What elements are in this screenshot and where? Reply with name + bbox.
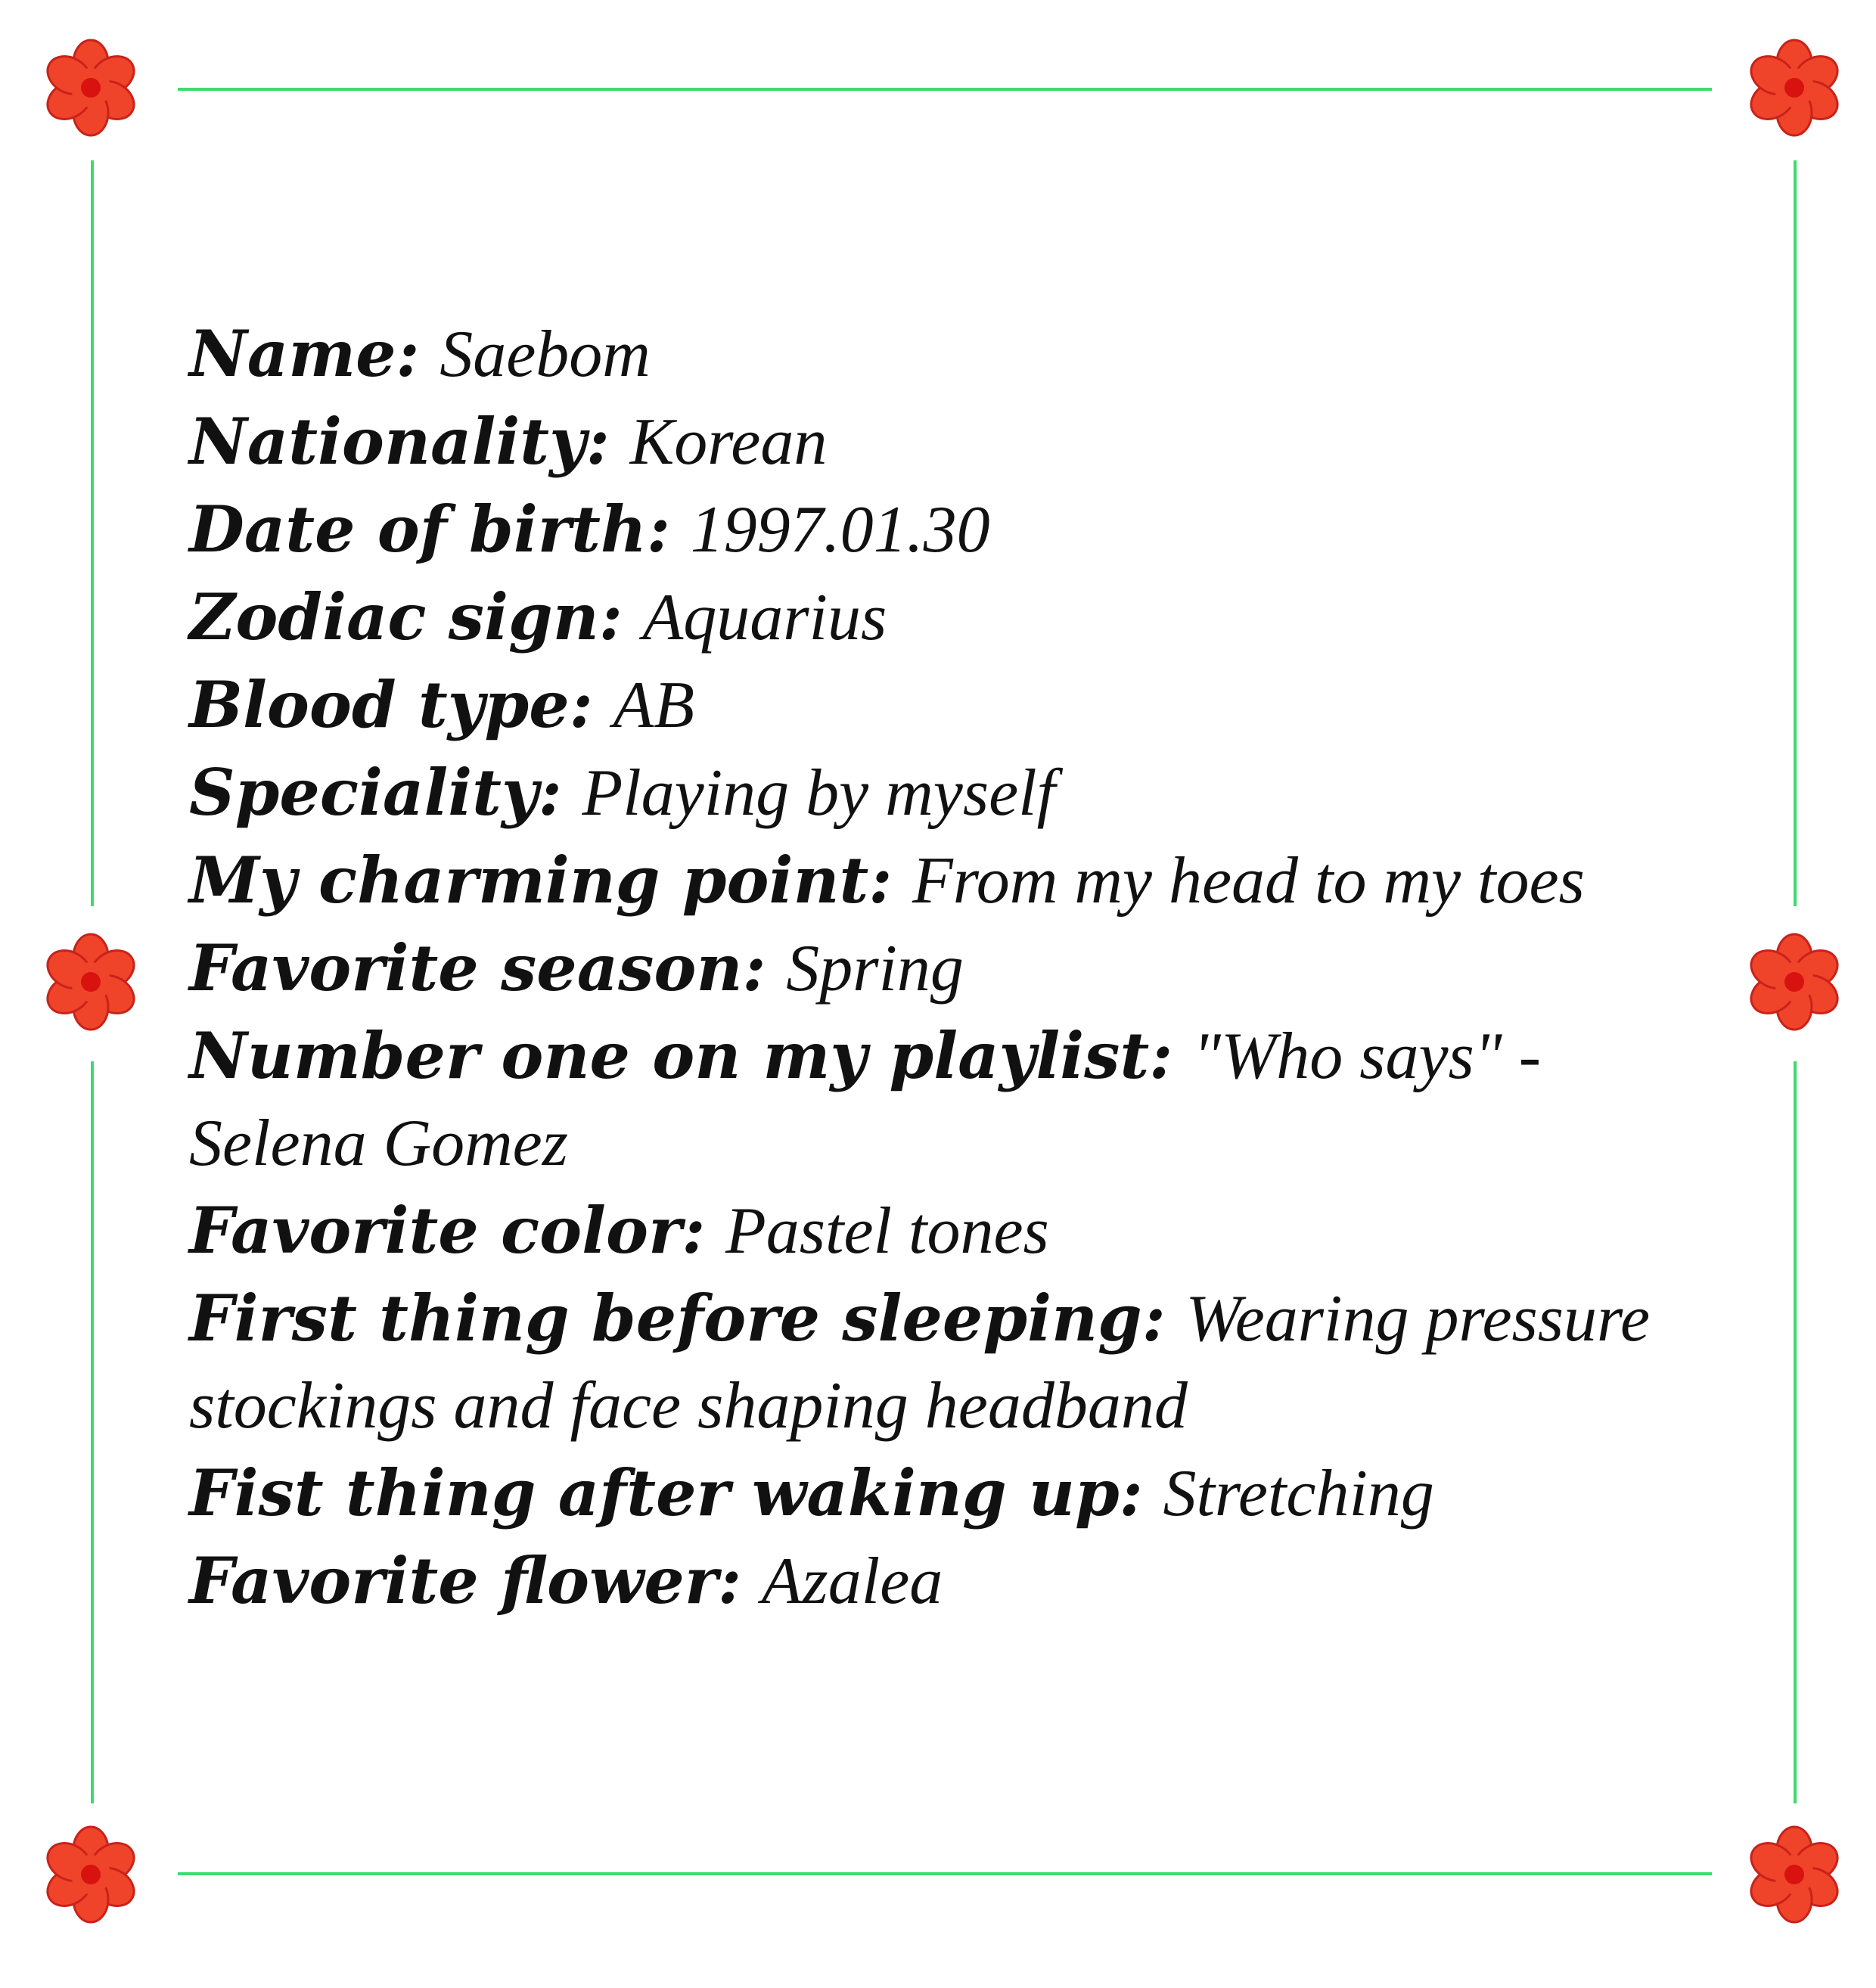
row-label: First thing before sleeping: (189, 1281, 1166, 1356)
profile-row-favorite-color (189, 1187, 1672, 1275)
profile-list (189, 310, 1672, 1625)
row-value: Korean (629, 405, 828, 479)
row-label: Fist thing after waking up: (189, 1455, 1143, 1530)
row-value: AB (613, 669, 694, 742)
row-value: "Who says" - Selena Gomez (189, 1020, 1542, 1180)
profile-row-speciality (189, 749, 1672, 837)
profile-row-after-waking (189, 1449, 1672, 1537)
row-label: Favorite season: (189, 930, 766, 1005)
row-value: Azalea (761, 1545, 943, 1618)
profile-row-playlist (189, 1012, 1672, 1187)
row-value: Pastel tones (725, 1194, 1049, 1268)
row-value: Spring (786, 932, 964, 1005)
profile-row-nationality (189, 398, 1672, 486)
flower-icon-bottom-right (1744, 1827, 1844, 1922)
profile-row-zodiac-sign (189, 573, 1672, 661)
row-value: Stretching (1163, 1457, 1434, 1530)
flower-icon-top-right (1744, 40, 1844, 135)
row-label: Date of birth: (189, 492, 670, 567)
row-label: Speciality: (189, 755, 562, 830)
flower-icon-top-left (41, 40, 141, 135)
row-label: Favorite flower: (189, 1543, 742, 1618)
flower-icon-middle-left (41, 934, 141, 1030)
row-value: 1997.01.30 (690, 493, 990, 567)
profile-row-favorite-season (189, 924, 1672, 1012)
row-label: Nationality: (189, 404, 610, 479)
row-label: Blood type: (189, 667, 593, 742)
row-value: Saebom (439, 318, 651, 391)
profile-row-charming-point (189, 837, 1672, 924)
flower-icon-bottom-left (41, 1827, 141, 1922)
row-value: Aquarius (642, 581, 887, 654)
row-label: Number one on my playlist: (189, 1018, 1173, 1093)
flower-icon-middle-right (1744, 934, 1844, 1030)
profile-row-favorite-flower (189, 1537, 1672, 1625)
profile-row-blood-type (189, 661, 1672, 749)
row-label: Zodiac sign: (189, 579, 623, 654)
row-label: Favorite color: (189, 1193, 706, 1268)
profile-row-before-sleeping (189, 1275, 1672, 1449)
profile-row-date-of-birth (189, 486, 1672, 573)
row-label: My charming point: (189, 843, 893, 918)
profile-row-name (189, 310, 1672, 398)
row-label: Name: (189, 316, 420, 391)
row-value: Wearing pressure stockings and face shaping headband (189, 1282, 1651, 1443)
row-value: From my head to my toes (912, 844, 1585, 918)
row-value: Playing by myself (582, 756, 1056, 830)
